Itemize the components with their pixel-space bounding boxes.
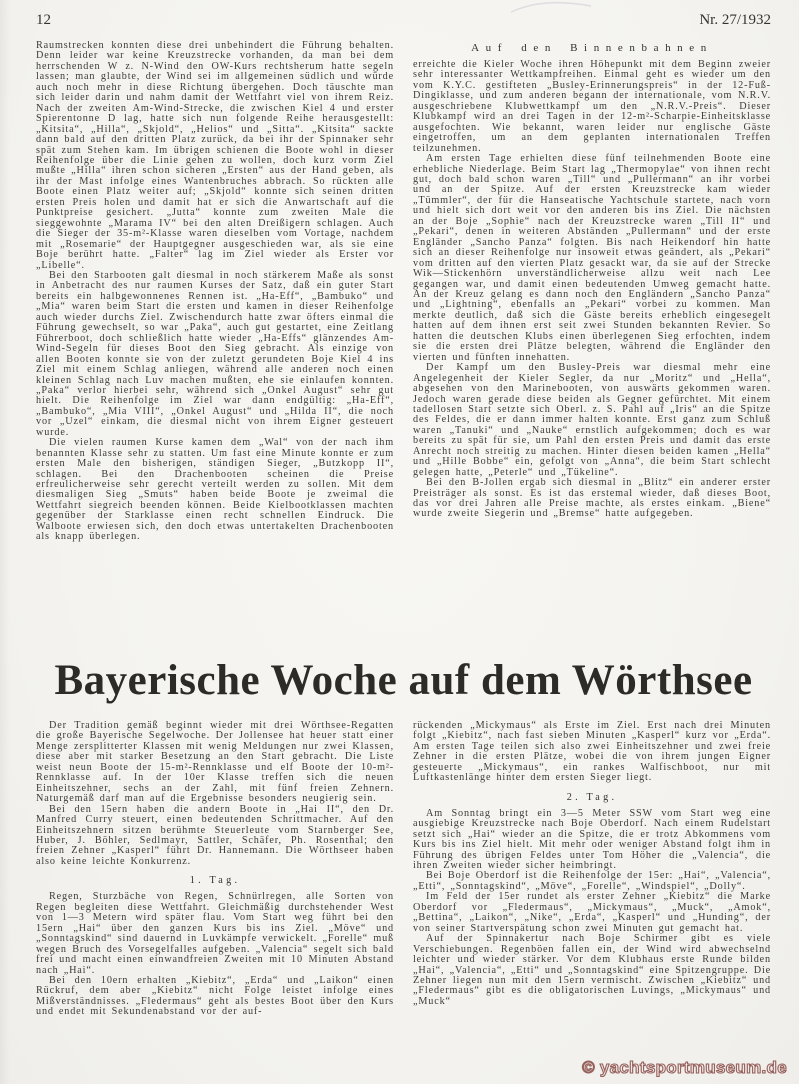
paragraph: Bei den 10ern erhalten „Kiebitz“, „Erda“ und „Laikon“ einen Rückruf, dem aber „Kiebitz“ nicht Folge leistet infolge eines Mißverständnisses. „Fledermaus“ geht als bestes Boot über den Kurs und endet mit Sekundenabstand vor der auf- <box>36 974 394 1018</box>
section-heading-binnenbahnen: Auf den Binnenbahnen <box>471 42 713 54</box>
paragraph: Bei den 15ern haben die andern Boote in „Hai II“, den Dr. Manfred Curry steuert, einen bedeutenden Schrittmacher. Auf den Einheitszehnern sitzen berühmte Steuerleute vom Starnberger See, Huber, J. Böhler, Sedlmayr, Sattler, Schäfer, Ph. Rosenthal; den freien Zehner „Kasperl“ führt Dr. Hannemann. Die Wörthseer haben also keine leichte Konkurrenz. <box>36 803 394 867</box>
paragraph: Raumstrecken konnten diese drei unbehindert die Führung behalten. Denn leider war keine Kreuzstrecke vorhanden, da man bei dem herrschenden W z. N-Wind den OW-Kurs rechtsherum hatte segeln lassen; man glaubte, der Wind sei im allgemeinen südlich und würde auch noch mehr in diese Richtung übergehen. Doch täuschte man sich leider darin und nahm damit der Wettfahrt viel von ihrem Reiz. Nach der zweiten Am-Wind-Strecke, die zwischen Kiel 4 und erster Spierentonne D lag, hatte sich nun folgende Reihe herausgestellt: „Kitsita“, „Hilla“, „Skjold“, „Helios“ und „Sitta“. „Kitsita“ sackte dann bald auf den dritten Platz zurück, da bei ihr der Spinnaker sehr spät zum Stehen kam. Im übrigen schienen die Boote wohl in dieser Reihenfolge über die Linie gehen zu wollen, doch kurz vorm Ziel mußte „Hilla“ ihren schon sicheren „Ersten“ aus der Hand geben, als ihr der Mast infolge eines Wantenbruches abbrach. So rückten alle Boote einen Platz weiter auf; „Skjold“ konnte sich seinen dritten ersten Preis holen und damit hat er sich die Anwartschaft auf die Punktpreise gesichert. „Jutta“ konnte zum zweiten Male die sieggewohnte „Marama IV“ bei den alten Dreißigern schlagen. Auch die Sieger der 35-m²-Klasse waren dieselben vom Vortage, nachdem mit „Rosemarie“ der Hauptgegner ausgeschieden war, als sie eine Boje berührt hatte. „Falter“ lag im Ziel wieder als Erster vor „Libelle“. <box>36 40 394 271</box>
paragraph: rückenden „Mickymaus“ als Erste im Ziel. Erst nach drei Minuten folgt „Kiebitz“, nach fast sieben Minuten „Kasperl“ kurz vor „Erda“. Am ersten Tage teilen sich also zwei Einheitszehner und zwei freie Zehner in die ersten Plätze, wobei die von ihrem jungen Eigner gesteuerte „Mickymaus“, ein rankes Walfischboot, nur mit Luftkastenlänge hinter dem ersten Sieger liegt. <box>413 720 771 784</box>
paragraph: erreichte die Kieler Woche ihren Höhepunkt mit dem Beginn zweier sehr interessanter Wettkampfreihen. Einmal geht es wieder um den vom K.Y.C. gestifteten „Busley-Erinnerungspreis“ in der 12-Fuß-Dingiklasse, und zum anderen begann der internationale, vom N.R.V. ausgeschriebene Klubwettkampf um den „N.R.V.-Preis“. Dieser Klubkampf wird an drei Tagen in der 12-m²-Scharpie-Einheitsklasse ausgefochten. Wie bekannt, waren leider nur englische Gäste eingetroffen, um an dem geplanten internationalen Treffen teilzunehmen. <box>413 59 771 154</box>
kiel-left-column <box>36 41 394 637</box>
paragraph: Bei Boje Oberdorf ist die Reihenfolge der 15er: „Hai“, „Valencia“, „Etti“, „Sonntagskind“, „Möve“, „Forelle“, „Windspiel“, „Dolly“. <box>413 870 771 892</box>
day2-heading: 2. Tag. <box>566 791 618 803</box>
woerthsee-article-section <box>36 721 771 1053</box>
paragraph: Auf der Spinnakertur nach Boje Schirmer gibt es viele Verschiebungen. Regenböen fallen ein, der Wind wird abwechselnd leichter und wieder stärker. Vor dem Klubhaus erste Runde bilden „Hai“, „Valencia“, „Etti“ und „Sonntagskind“ eine Spitzengruppe. Die Zehner liegen nun mit den 15ern vermischt. Zwischen „Kiebitz“ und „Fledermaus“ gibt es die obligatorischen Luvings, „Mickymaus“ und „Muck“ <box>413 933 771 1007</box>
paragraph: Am Sonntag bringt ein 3—5 Meter SSW vom Start weg eine ausgiebige Kreuzstrecke nach Boje Oberdorf. Nach einem Rudelstart setzt sich „Hai“ wieder an die Spitze, die er trotz Abkommens vom Kurs bis ins Ziel hielt. Mit mehr oder weniger Abstand folgt ihm in Führung des übrigen Feldes unter Tom Höher die „Valencia“, die ihren Zweiten wieder sicher heimbringt. <box>413 807 771 871</box>
page-header <box>36 12 771 29</box>
paragraph: Die vielen raumen Kurse kamen dem „Wal“ von der nach ihm benannten Klasse sehr zu statten. Um fast eine Minute konnte er zum ersten Male den bisherigen, ständigen Sieger, „Butzkopp II“, schlagen. Bei den Drachenbooten scheinen die Preise erfreulicherweise sehr gerecht verteilt werden zu sollen. Mit dem diesmaligen Sieg „Smuts“ haben beide Boote je zweimal die Wettfahrt siegreich beenden können. Beide Kielbootklassen machten gegenüber der Starklasse einen recht schnellen Eindruck. Die Walboote erwiesen sich, den doch etwas untertakelten Drachenbooten als knapp überlegen. <box>36 437 394 543</box>
paragraph: Der Kampf um den Busley-Preis war diesmal mehr eine Angelegenheit der Kieler Segler, da nur „Moritz“ und „Hella“, abgesehen von den Marinebooten, von auswärts gekommen waren. Jedoch waren gerade diese beiden als Gegner gefürchtet. Mit einem tadellosen Start setzte sich Oberl. z. S. Pahl auf „Iris“ an die Spitze des Feldes, die er dann immer halten konnte. Erst ganz zum Schluß waren „Tanuki“ und „Nauke“ ernstlich aufgekommen; doch es war bereits zu spät für sie, um Pahl den ersten Preis und damit das erste Anrecht noch streitig zu machen. Hinter diesen beiden kamen „Hella“ und „Hille Bobbe“ ein, gefolgt von „Anna“, die beim Start schlecht gelegen hatte, „Peterle“ und „Tükeline“. <box>413 362 771 478</box>
article-left-column <box>36 721 394 1053</box>
paragraph: Bei den B-Jollen ergab sich diesmal in „Blitz“ ein anderer erster Preisträger als sonst. Es ist das erstemal wieder, daß dieses Boot, das vor drei Jahren alle Preise machte, als erstes einkam. „Biene“ wurde zweite Siegerin und „Bremse“ hatte aufgegeben. <box>413 477 771 520</box>
kiel-right-column <box>413 41 771 637</box>
day1-heading: 1. Tag. <box>189 875 241 887</box>
paragraph: Regen, Sturzbäche von Regen, Schnürlregen, alle Sorten von Regen begleiten diese Wettfahrt. Gleichmäßig durchstehender West von 1—3 Metern wird später flau. Vom Start weg führt bei den 15ern „Hai“ über den ganzen Kurs bis ins Ziel. „Möve“ und „Sonntagskind“ sind dauernd in Luvkämpfe verwickelt. „Forelle“ muß wegen Bruch des Vorsegelfalles aufgeben. „Valencia“ segelt sich bald frei und macht einen einwandfreien Zweiten mit 10 Minuten Abstand nach „Hai“. <box>36 891 394 976</box>
page-number: 12 <box>36 12 51 28</box>
article-headline: Bayerische Woche auf dem Wörthsee <box>54 657 753 704</box>
kiel-report-section <box>36 41 771 637</box>
watermark-yachtsportmuseum: © yachtsportmuseum.de <box>582 1058 787 1077</box>
paragraph: Bei den Starbooten galt diesmal in noch stärkerem Maße als sonst in Anbetracht des nur raumen Kurses der Satz, daß ein guter Start bereits ein halbgewonnenes Rennen ist. „Ha-Eff“, „Bambuko“ und „Mia“ waren beim Start die ersten und kamen in dieser Reihenfolge auch wieder durchs Ziel. Zwischendurch hatte zwar öfters einmal die Führung gewechselt, so war „Paka“, auch gut gestartet, eine Zeitlang Führerboot, doch schließlich hatte wieder „Ha-Effs“ glänzendes Am-Wind-Segeln für dieses Boot den Sieg gebracht. Als einzige von allen Booten konnte sie von der zuletzt gerundeten Boje Kiel 4 ins Ziel mit einem Schlag anliegen, während alle anderen noch einen kleinen Schlag nach Luv machen mußten, ehe sie einlaufen konnten. „Paka“ verlor hierbei sehr, während sich „Onkel August“ sehr gut hielt. Die Reihenfolge im Ziel war dann endgültig: „Ha-Eff“, „Bambuko“, „Mia VIII“, „Onkel August“ und „Hilda II“, die noch vor „Uzel“ einkam, die diesmal nicht von ihrem Eigner gesteuert wurde. <box>36 269 394 438</box>
article-right-column <box>413 721 771 1053</box>
paragraph: Am ersten Tage erhielten diese fünf teilnehmenden Boote eine erhebliche Niederlage. Beim Start lag „Thermopylae“ von ihnen recht gut, doch bald schon waren „Till“ und „Pullermann“ an ihr vorbei und an der Spitze. Auf der ersten Kreuzstrecke kam wieder „Tümmler“, der für die Hanseatische Yachtschule startete, nach vorn und hielt sich dort weit vor den anderen bis ins Ziel. Die nächsten an der Boje „Sophie“ nach der Kreuzstrecke waren „Till II“ und „Pekari“, denen in weiteren Abständen „Pullermann“ und der erste Engländer „Sancho Panza“ folgten. Bis nach Heikendorf hin hatte sich an dieser Reihenfolge nur insoweit etwas geändert, als „Pekari“ vom dritten auf den vierten Platz gesackt war, da sie auf der Strecke Wik—Stickenhörn unverständlicherweise allzu weit nach Lee gegangen war, und damit einen bedeutenden Umweg gemacht hatte. An der Kreuz gelang es dann noch den Engländern „Sancho Panza“ und „Lightning“, ebenfalls an „Pekari“ vorbei zu kommen. Man merkte deutlich, daß sich die Gäste bereits erheblich eingesegelt hatten auf dem ihnen erst seit zwei Stunden bekannten Revier. So hatten die deutschen Klubs einen überlegenen Sieg erfochten, indem sie die ersten drei Plätze belegten, während die Engländer den vierten und fünften innehatten. <box>413 153 771 363</box>
paragraph: Im Feld der 15er rundet als erster Zehner „Kiebitz“ die Marke Oberdorf vor „Fledermaus“, „Mickymaus“, „Muck“, „Amok“, „Bettina“, „Laikon“, „Nike“, „Erda“, „Kasperl“ und „Hunding“, der von seiner Startverspätung schon zwei Minuten gut gemacht hat. <box>413 891 771 934</box>
issue-number: Nr. 27/1932 <box>699 12 771 28</box>
paragraph: Der Tradition gemäß beginnt wieder mit drei Wörthsee-Regatten die große Bayerische Segelwoche. Der Jollensee hat heuer statt einer Menge zersplitterter Klassen mit wenig Meldungen nur zwei Klassen, diese aber mit starker Besetzung an den Start gebracht. Die Liste weist neun Boote der 15-m²-Rennklasse und elf Boote der 10-m²-Rennklasse auf. In der 10er Klasse treffen sich die neuen Einheitszehner, sechs an der Zahl, mit fünf freien Zehnern. Naturgemäß darf man auf die Ergebnisse besonders neugierig sein. <box>36 720 394 805</box>
